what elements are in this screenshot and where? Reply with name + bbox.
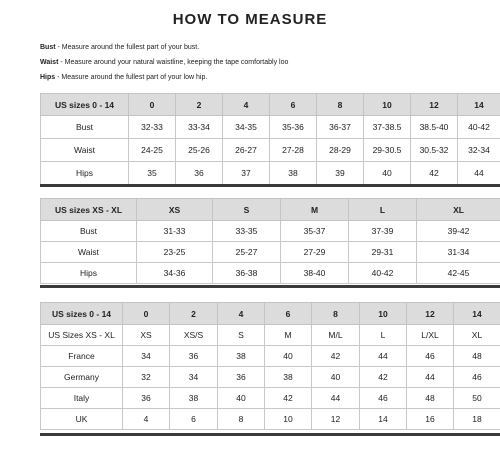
header-cell: 8 (317, 94, 364, 116)
table-cell: 37-39 (349, 221, 417, 242)
row-label: UK (41, 409, 123, 430)
table-cell: 4 (123, 409, 170, 430)
table-cell: 35-36 (270, 116, 317, 139)
table-cell: 44 (407, 367, 454, 388)
table-cell: 31-33 (137, 221, 213, 242)
row-label: Waist (41, 242, 137, 263)
row-label: Bust (41, 221, 137, 242)
header-cell: 4 (223, 94, 270, 116)
table-cell: 44 (458, 162, 500, 185)
table-cell: 36 (123, 388, 170, 409)
table-row (41, 242, 500, 263)
table-cell: 42-45 (417, 263, 500, 284)
table-cell: 18 (454, 409, 500, 430)
table-row (41, 346, 500, 367)
table-cell: 35 (129, 162, 176, 185)
table-divider (40, 433, 500, 436)
header-cell: 2 (170, 303, 218, 325)
table-cell: M/L (312, 325, 360, 346)
table-cell: 36 (170, 346, 218, 367)
table-cell: 34-36 (137, 263, 213, 284)
international-size-table (40, 302, 500, 430)
table-cell: 42 (265, 388, 312, 409)
table-cell: 34 (170, 367, 218, 388)
table-row (41, 367, 500, 388)
table-cell: 34-35 (223, 116, 270, 139)
row-label: Italy (41, 388, 123, 409)
header-cell: S (213, 199, 281, 221)
header-cell: 10 (364, 94, 411, 116)
table-cell: 36 (176, 162, 223, 185)
table-cell: 50 (454, 388, 500, 409)
row-label: Hips (41, 162, 129, 185)
table-cell: 40 (265, 346, 312, 367)
table-cell: 46 (407, 346, 454, 367)
table-cell: 29-30.5 (364, 139, 411, 162)
table-cell: 40-42 (349, 263, 417, 284)
table-header-row (41, 94, 500, 116)
table-row (41, 162, 500, 185)
row-label: Hips (41, 263, 137, 284)
table-cell: 40 (364, 162, 411, 185)
row-label: France (41, 346, 123, 367)
table-cell: 32-33 (129, 116, 176, 139)
table-cell: M (265, 325, 312, 346)
header-cell: 14 (454, 303, 500, 325)
us-letter-size-table (40, 198, 500, 284)
header-cell: 8 (312, 303, 360, 325)
row-label: Waist (41, 139, 129, 162)
table-cell: 38 (170, 388, 218, 409)
table-cell: 25-27 (213, 242, 281, 263)
header-cell: US sizes 0 - 14 (41, 94, 129, 116)
header-cell: 2 (176, 94, 223, 116)
us-numeric-size-table (40, 93, 500, 185)
table-cell: XS (123, 325, 170, 346)
table-cell: 46 (360, 388, 407, 409)
header-cell: 0 (123, 303, 170, 325)
table-cell: 37-38.5 (364, 116, 411, 139)
header-cell: 6 (265, 303, 312, 325)
table-cell: 29-31 (349, 242, 417, 263)
table-row (41, 221, 500, 242)
table-cell: 38 (218, 346, 265, 367)
table-cell: 44 (312, 388, 360, 409)
table-cell: 12 (312, 409, 360, 430)
table-row (41, 116, 500, 139)
table-header-row (41, 303, 500, 325)
table-cell: 33-34 (176, 116, 223, 139)
header-cell: M (281, 199, 349, 221)
table-cell: 32 (123, 367, 170, 388)
table-row (41, 388, 500, 409)
table-cell: 6 (170, 409, 218, 430)
table-cell: 35-37 (281, 221, 349, 242)
table-cell: 38-40 (281, 263, 349, 284)
table-cell: 48 (407, 388, 454, 409)
table-cell: 46 (454, 367, 500, 388)
header-cell: XL (417, 199, 500, 221)
table-cell: 40-42 (458, 116, 500, 139)
table-cell: 23-25 (137, 242, 213, 263)
table-cell: 26-27 (223, 139, 270, 162)
header-cell: 12 (411, 94, 458, 116)
table-cell: 37 (223, 162, 270, 185)
table-row (41, 325, 500, 346)
note-waist: Waist - Measure around your natural waistline, keeping the tape comfortably loo (40, 59, 289, 66)
table-cell: 36-37 (317, 116, 364, 139)
table-row (41, 263, 500, 284)
header-cell: L (349, 199, 417, 221)
table-cell: 16 (407, 409, 454, 430)
table-cell: S (218, 325, 265, 346)
header-cell: US sizes 0 - 14 (41, 303, 123, 325)
table-cell: L (360, 325, 407, 346)
table-cell: 42 (312, 346, 360, 367)
header-cell: 14 (458, 94, 500, 116)
table-cell: 39 (317, 162, 364, 185)
table-cell: 14 (360, 409, 407, 430)
header-cell: 0 (129, 94, 176, 116)
header-cell: 10 (360, 303, 407, 325)
table-cell: 40 (218, 388, 265, 409)
table-divider (40, 184, 500, 187)
table-cell: 28-29 (317, 139, 364, 162)
table-cell: 8 (218, 409, 265, 430)
table-cell: 39-42 (417, 221, 500, 242)
table-cell: 44 (360, 346, 407, 367)
table-row (41, 409, 500, 430)
row-label: Germany (41, 367, 123, 388)
table-cell: 27-29 (281, 242, 349, 263)
note-bust: Bust - Measure around the fullest part of your bust. (40, 44, 200, 51)
row-label: Bust (41, 116, 129, 139)
table-cell: 48 (454, 346, 500, 367)
page-title: HOW TO MEASURE (172, 11, 328, 28)
table-cell: 36 (218, 367, 265, 388)
table-cell: 27-28 (270, 139, 317, 162)
table-cell: 38 (270, 162, 317, 185)
table-header-row (41, 199, 500, 221)
table-cell: 10 (265, 409, 312, 430)
row-label: US Sizes XS - XL (41, 325, 123, 346)
table-cell: L/XL (407, 325, 454, 346)
header-cell: 4 (218, 303, 265, 325)
table-cell: 32-34 (458, 139, 500, 162)
table-cell: 40 (312, 367, 360, 388)
table-cell: 33-35 (213, 221, 281, 242)
table-cell: 24-25 (129, 139, 176, 162)
table-cell: XL (454, 325, 500, 346)
table-cell: 42 (411, 162, 458, 185)
table-cell: 25-26 (176, 139, 223, 162)
table-row (41, 139, 500, 162)
measurement-notes (40, 40, 288, 85)
table-cell: 34 (123, 346, 170, 367)
header-cell: US sizes XS - XL (41, 199, 137, 221)
table-cell: 31-34 (417, 242, 500, 263)
table-cell: 36-38 (213, 263, 281, 284)
table-divider (40, 285, 500, 288)
table-cell: 42 (360, 367, 407, 388)
table-cell: 30.5-32 (411, 139, 458, 162)
table-cell: 38 (265, 367, 312, 388)
header-cell: XS (137, 199, 213, 221)
table-cell: XS/S (170, 325, 218, 346)
note-hips: Hips - Measure around the fullest part of your low hip. (40, 74, 208, 81)
header-cell: 6 (270, 94, 317, 116)
table-cell: 38.5-40 (411, 116, 458, 139)
header-cell: 12 (407, 303, 454, 325)
